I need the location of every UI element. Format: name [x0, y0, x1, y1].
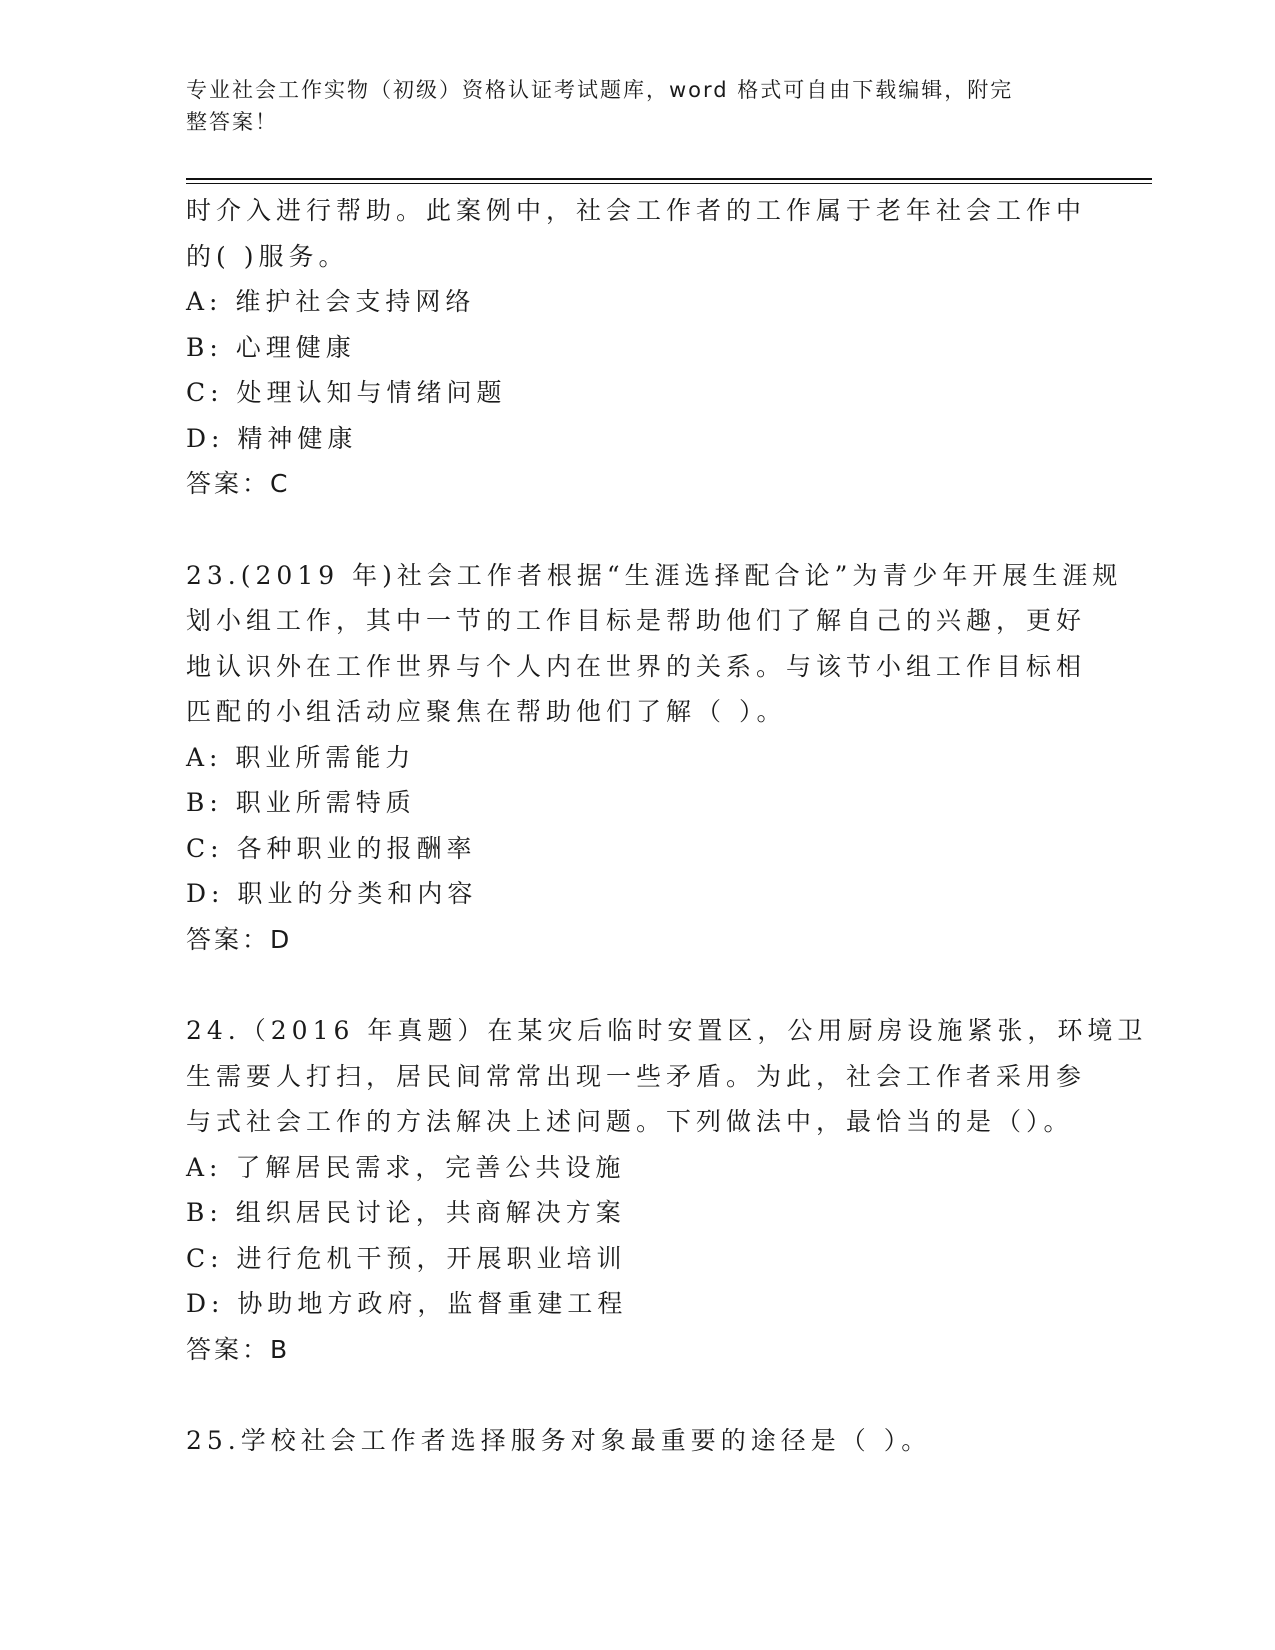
option-a: A: 职业所需能力 — [186, 742, 416, 772]
question-text-line: 的( )服务。 — [186, 241, 349, 271]
spacer — [186, 962, 1086, 1008]
question-text-line: 25.学校社会工作者选择服务对象最重要的途径是（ ）。 — [186, 1426, 932, 1455]
answer-label: 答案：D — [186, 924, 293, 954]
header-divider-thin — [186, 183, 1152, 184]
option-c: C: 各种职业的报酬率 — [186, 833, 477, 863]
header-line-1: 专业社会工作实物（初级）资格认证考试题库，word 格式可自由下载编辑，附完 — [186, 78, 1014, 102]
question-text-line: 与式社会工作的方法解决上述问题。下列做法中，最恰当的是（）。 — [186, 1107, 1074, 1136]
question-text-line: 生需要人打扫，居民间常常出现一些矛盾。为此，社会工作者采用参 — [186, 1061, 1087, 1091]
page-header — [186, 74, 1066, 138]
header-line-2: 整答案！ — [186, 110, 278, 134]
option-b: B: 职业所需特质 — [186, 788, 416, 817]
option-d: D: 精神健康 — [186, 423, 358, 453]
spacer — [186, 1372, 1086, 1418]
question-text-line: 地认识外在工作世界与个人内在世界的关系。与该节小组工作目标相 — [186, 651, 1087, 681]
option-d: D: 职业的分类和内容 — [186, 879, 478, 908]
question-24 — [186, 1008, 1148, 1372]
question-content — [186, 188, 1148, 1464]
option-b: B: 心理健康 — [186, 332, 356, 362]
answer-label: 答案：B — [186, 1334, 291, 1364]
spacer — [186, 507, 1086, 553]
option-c: C: 进行危机干预，开展职业培训 — [186, 1243, 627, 1273]
question-25 — [186, 1418, 1086, 1464]
question-text-line: 匹配的小组活动应聚焦在帮助他们了解（ ）。 — [186, 697, 787, 726]
question-23 — [186, 553, 1123, 963]
question-22-continuation — [186, 188, 1086, 507]
option-b: B: 组织居民讨论，共商解决方案 — [186, 1198, 626, 1227]
question-text-line: 23.(2019 年)社会工作者根据“生涯选择配合论”为青少年开展生涯规 — [186, 560, 1123, 590]
header-divider-thick — [186, 178, 1152, 180]
question-text-line: 时介入进行帮助。此案例中，社会工作者的工作属于老年社会工作中 — [186, 196, 1087, 225]
option-a: A: 维护社会支持网络 — [186, 287, 476, 316]
answer-label: 答案：C — [186, 469, 291, 498]
option-a: A: 了解居民需求，完善公共设施 — [186, 1152, 626, 1182]
question-text-line: 划小组工作，其中一节的工作目标是帮助他们了解自己的兴趣，更好 — [186, 606, 1087, 635]
option-c: C: 处理认知与情绪问题 — [186, 378, 507, 407]
question-text-line: 24.（2016 年真题）在某灾后临时安置区，公用厨房设施紧张，环境卫 — [186, 1016, 1148, 1045]
option-d: D: 协助地方政府，监督重建工程 — [186, 1289, 628, 1318]
